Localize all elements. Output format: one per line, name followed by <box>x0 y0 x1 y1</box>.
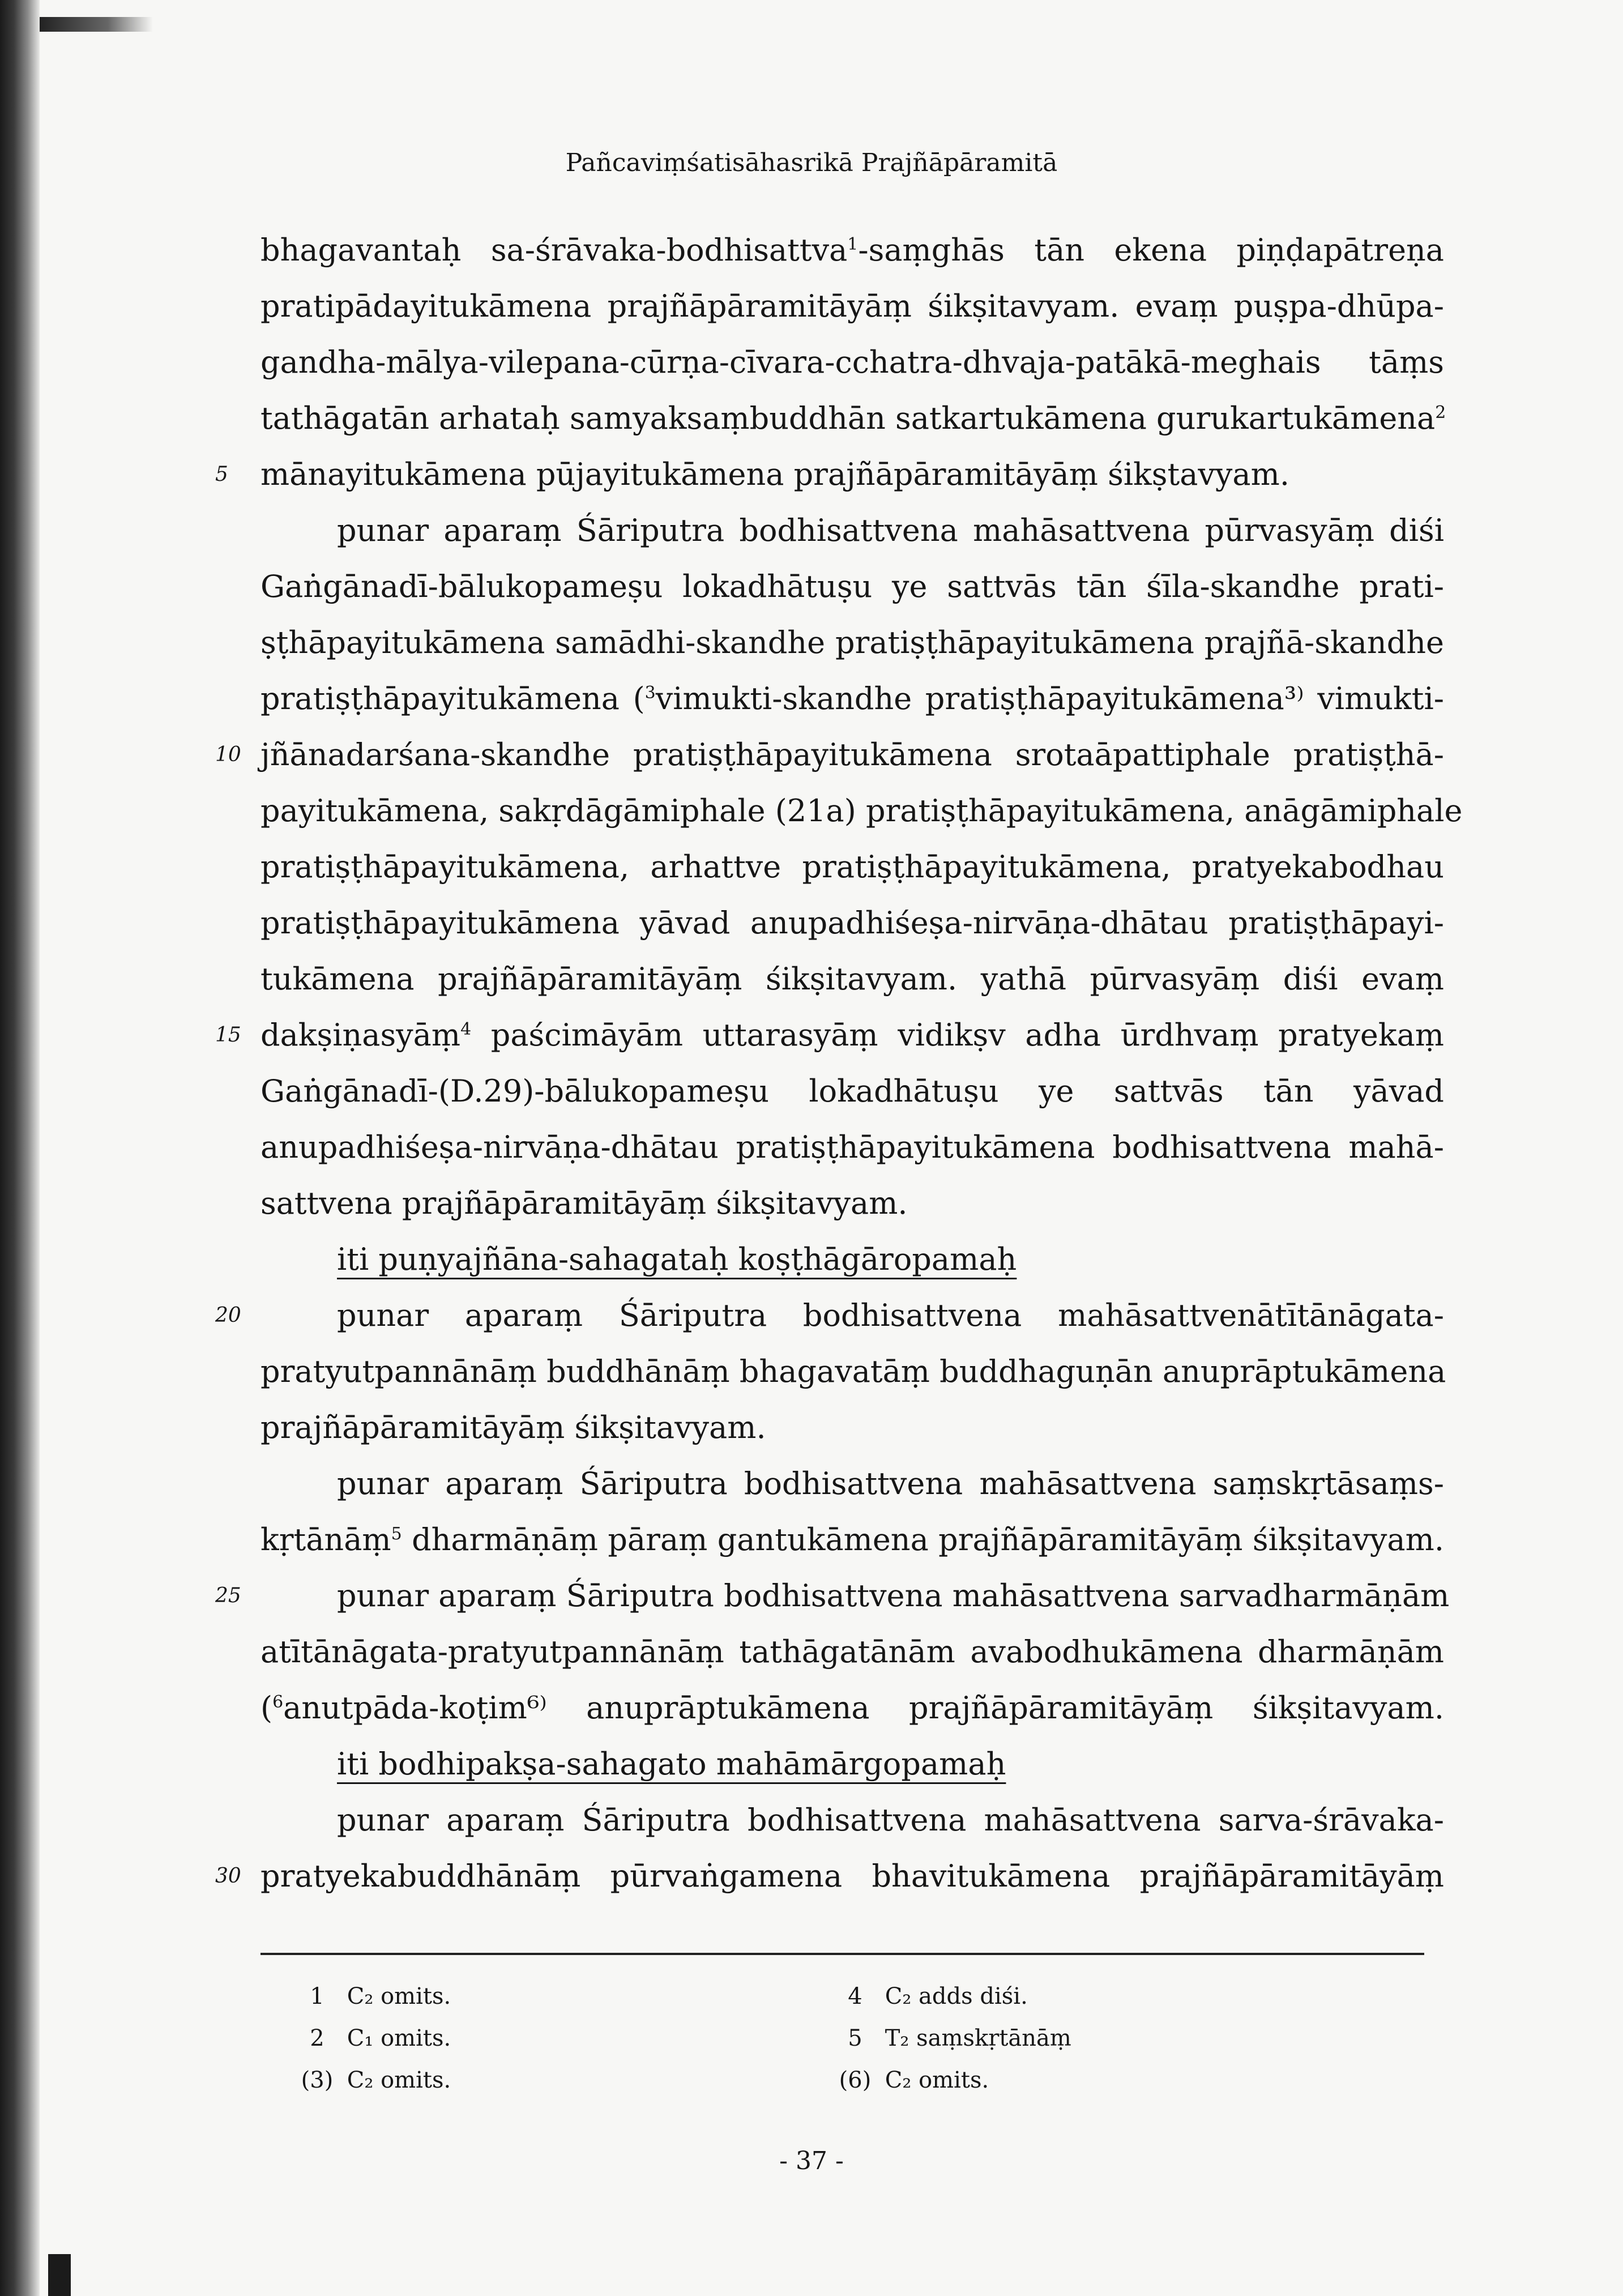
line-text: kṛtānāṃ$^5$ dharmāṇāṃ pāraṃ gantukāmena prajñāpāramitāyāṃ śikṣitavyam. <box>260 1522 1444 1557</box>
footnote <box>832 2063 989 2097</box>
line-number: 30 <box>215 1864 241 1888</box>
line-text: pratyekabuddhānāṃ pūrvaṅgamena bhavitukāmena prajñāpāramitāyāṃ <box>260 1858 1444 1894</box>
footnote-number: 4 <box>848 1983 862 2009</box>
line-number: 10 <box>215 743 241 766</box>
text-line <box>215 446 1444 502</box>
footnote <box>294 2021 451 2055</box>
text-line <box>260 222 1444 278</box>
text-line <box>260 1119 1444 1175</box>
text-line <box>215 727 1444 783</box>
text-line <box>260 951 1444 1007</box>
line-text: sattvena prajñāpāramitāyāṃ śikṣitavyam. <box>260 1185 908 1221</box>
section-heading <box>260 1736 1444 1792</box>
line-text: ($^6$anutpāda-koṭim⁶⁾ anuprāptukāmena prajñāpāramitāyāṃ śikṣitavyam. <box>260 1690 1444 1726</box>
footnote <box>294 2063 451 2097</box>
line-number: 25 <box>215 1584 241 1607</box>
line-text: gandha-mālya-vilepana-cūrṇa-cīvara-cchatra-dhvaja-patākā-meghais tāṃs <box>260 344 1444 380</box>
text-line <box>260 558 1444 614</box>
line-text: Gaṅgānadī-(D.29)-bālukopameṣu lokadhātuṣu ye sattvās tān yāvad <box>260 1073 1444 1109</box>
footnote-number: 2 <box>310 2025 324 2051</box>
line-text: punar aparaṃ Śāriputra bodhisattvena mahāsattvena sarvadharmāṇām <box>337 1578 1450 1614</box>
footnote-marker: 4 <box>460 1019 472 1039</box>
line-number: 5 <box>215 463 228 486</box>
footnote <box>832 1979 1028 2013</box>
main-text <box>215 222 1463 1904</box>
text-line <box>260 1792 1444 1848</box>
footnote-marker: 3 <box>644 683 656 703</box>
footnote-text: C₂ omits. <box>340 2067 451 2093</box>
footnote-rule <box>260 1953 1424 1955</box>
text-line <box>260 334 1444 390</box>
line-text: punar aparaṃ Śāriputra bodhisattvena mahāsattvenātītānāgata- <box>337 1298 1444 1333</box>
text-line <box>260 1343 1444 1399</box>
line-text: jñānadarśana-skandhe pratiṣṭhāpayitukāmena srotaāpattiphale pratiṣṭhā- <box>260 737 1444 773</box>
footnote-number: 5 <box>848 2025 862 2051</box>
binding-edge-bottom <box>48 2254 71 2296</box>
text-line <box>260 1624 1444 1680</box>
text-line <box>260 783 1463 839</box>
text-line <box>260 1063 1444 1119</box>
footnote-marker: 5 <box>391 1524 402 1544</box>
line-text: atītānāgata-pratyutpannānāṃ tathāgatānām avabodhukāmena dharmāṇām <box>260 1634 1444 1670</box>
text-line <box>260 502 1444 558</box>
page-number: - 37 - <box>779 2146 844 2175</box>
footnote-text: C₂ omits. <box>878 2067 989 2093</box>
line-text: ṣṭhāpayitukāmena samādhi-skandhe pratiṣṭhāpayitukāmena prajñā-skandhe <box>260 625 1444 660</box>
line-text: tathāgatān arhataḥ samyaksaṃbuddhān satkartukāmena gurukartukāmena$^2$ <box>260 400 1446 436</box>
footnote <box>832 2021 1071 2055</box>
text-line <box>260 1175 1444 1231</box>
footnote-marker: 6 <box>272 1692 284 1712</box>
line-number: 15 <box>215 1023 241 1047</box>
text-line <box>215 1568 1450 1624</box>
line-text: punar aparaṃ Śāriputra bodhisattvena mahāsattvena pūrvasyāṃ diśi <box>337 513 1444 548</box>
line-text: anupadhiśeṣa-nirvāṇa-dhātau pratiṣṭhāpayitukāmena bodhisattvena mahā- <box>260 1129 1444 1165</box>
line-text: punar aparaṃ Śāriputra bodhisattvena mahāsattvena saṃskṛtāsaṃs- <box>337 1466 1444 1501</box>
text-line <box>260 278 1444 334</box>
text-line <box>215 1007 1444 1063</box>
line-text: dakṣiṇasyāṃ$^4$ paścimāyām uttarasyāṃ vidikṣv adha ūrdhvaṃ pratyekaṃ <box>260 1017 1444 1053</box>
text-line <box>215 1848 1444 1904</box>
line-text: tukāmena prajñāpāramitāyāṃ śikṣitavyam. yathā pūrvasyāṃ diśi evaṃ <box>260 961 1444 997</box>
text-line <box>260 671 1444 727</box>
line-text: payitukāmena, sakṛdāgāmiphale (21a) pratiṣṭhāpayitukāmena, anāgāmiphale <box>260 793 1463 829</box>
text-line <box>260 1512 1444 1568</box>
footnote <box>294 1979 451 2013</box>
line-text: pratiṣṭhāpayitukāmena ($^3$vimukti-skandhe pratiṣṭhāpayitukāmena³⁾ vimukti- <box>260 681 1444 716</box>
line-text: prajñāpāramitāyāṃ śikṣitavyam. <box>260 1410 766 1445</box>
running-head: Pañcaviṃśatisāhasrikā Prajñāpāramitā <box>565 148 1058 177</box>
section-heading <box>260 1231 1444 1287</box>
footnote-marker: 2 <box>1435 403 1446 423</box>
line-text: pratiṣṭhāpayitukāmena, arhattve pratiṣṭhāpayitukāmena, pratyekabodhau <box>260 849 1444 885</box>
line-text: bhagavantaḥ sa-śrāvaka-bodhisattva$^1$-saṃghās tān ekena piṇḍapātreṇa <box>260 232 1444 268</box>
footnote-number: (6) <box>839 2067 872 2093</box>
line-text: Gaṅgānadī-bālukopameṣu lokadhātuṣu ye sattvās tān śīla-skandhe prati- <box>260 569 1444 604</box>
footnote-text: C₂ adds diśi. <box>878 1983 1028 2009</box>
binding-edge-top <box>40 17 153 32</box>
text-line <box>260 614 1444 671</box>
text-line <box>260 390 1444 446</box>
footnote-text: C₁ omits. <box>340 2025 451 2051</box>
text-line <box>260 1680 1444 1736</box>
footnote-text: C₂ omits. <box>340 1983 451 2009</box>
text-line <box>260 1456 1444 1512</box>
line-text: pratyutpannānāṃ buddhānāṃ bhagavatāṃ buddhaguṇān anuprāptukāmena <box>260 1354 1446 1389</box>
line-text: pratiṣṭhāpayitukāmena yāvad anupadhiśeṣa-nirvāṇa-dhātau pratiṣṭhāpayi- <box>260 905 1444 941</box>
footnote-marker: 1 <box>847 234 859 254</box>
line-text: iti bodhipakṣa-sahagato mahāmārgopamaḥ <box>337 1746 1006 1782</box>
text-line <box>260 839 1444 895</box>
line-text: iti puṇyajñāna-sahagataḥ koṣṭhāgāropamaḥ <box>337 1241 1017 1277</box>
text-line <box>260 1399 1444 1456</box>
footnote-text: T₂ saṃskṛtānāṃ <box>878 2025 1071 2051</box>
text-line <box>260 895 1444 951</box>
line-text: pratipādayitukāmena prajñāpāramitāyāṃ śikṣitavyam. evaṃ puṣpa-dhūpa- <box>260 288 1444 324</box>
text-line <box>215 1287 1444 1343</box>
line-number: 20 <box>215 1304 241 1327</box>
line-text: punar aparaṃ Śāriputra bodhisattvena mahāsattvena sarva-śrāvaka- <box>337 1802 1444 1838</box>
footnote-number: (3) <box>301 2067 334 2093</box>
line-text: mānayitukāmena pūjayitukāmena prajñāpāramitāyāṃ śikṣtavyam. <box>260 456 1289 492</box>
footnote-number: 1 <box>310 1983 324 2009</box>
binding-shadow <box>0 0 40 2296</box>
